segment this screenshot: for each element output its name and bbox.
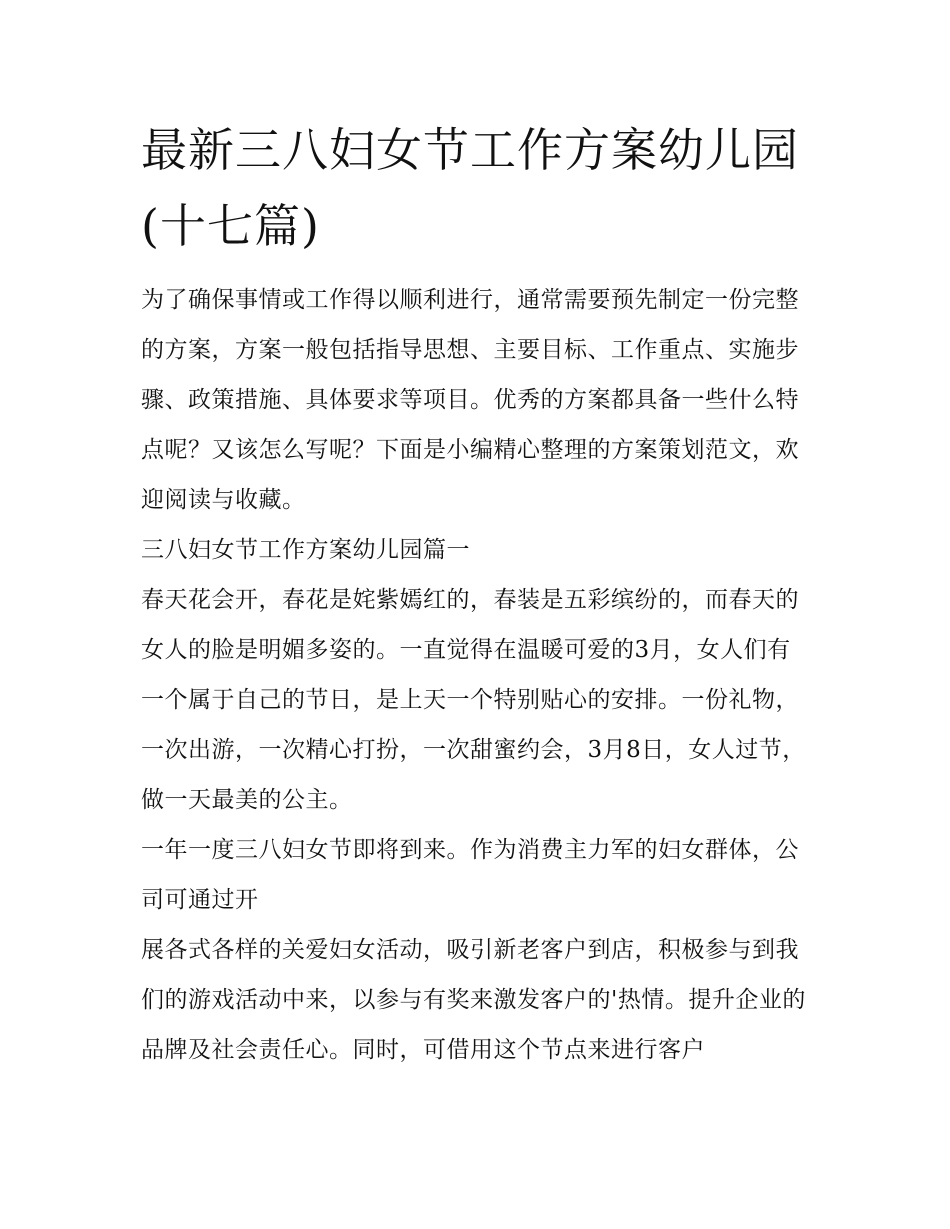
body-paragraph: 春天花会开，春花是姹紫嫣红的，春装是五彩缤纷的，而春天的女人的脸是明媚多姿的。一直觉得在温暖可爱的3月，女人们有一个属于自己的节日，是上天一个特别贴心的安排。一份礼物，一次出游，一次精心打扮，一次甜蜜约会，3月8日，女人过节，做一天最美的公主。 [141, 587, 806, 813]
document-page [141, 112, 813, 1075]
body-paragraph: 一年一度三八妇女节即将到来。作为消费主力军的妇女群体，公司可通过开 [141, 837, 799, 913]
section-heading: 三八妇女节工作方案幼儿园篇一 [141, 537, 470, 563]
intro-paragraph: 为了确保事情或工作得以顺利进行，通常需要预先制定一份完整的方案，方案一般包括指导思想、主要目标、工作重点、实施步骤、政策措施、具体要求等项目。优秀的方案都具备一些什么特点呢？又该怎么写呢？下面是小编精心整理的方案策划范文，欢迎阅读与收藏。 [141, 287, 799, 513]
body-paragraph: 展各式各样的关爱妇女活动，吸引新老客户到店，积极参与到我们的游戏活动中来，以参与有奖来激发客户的'热情。提升企业的品牌及社会责任心。同时，可借用这个节点来进行客户 [141, 937, 806, 1063]
document-title: 最新三八妇女节工作方案幼儿园(十七篇) [141, 123, 799, 253]
